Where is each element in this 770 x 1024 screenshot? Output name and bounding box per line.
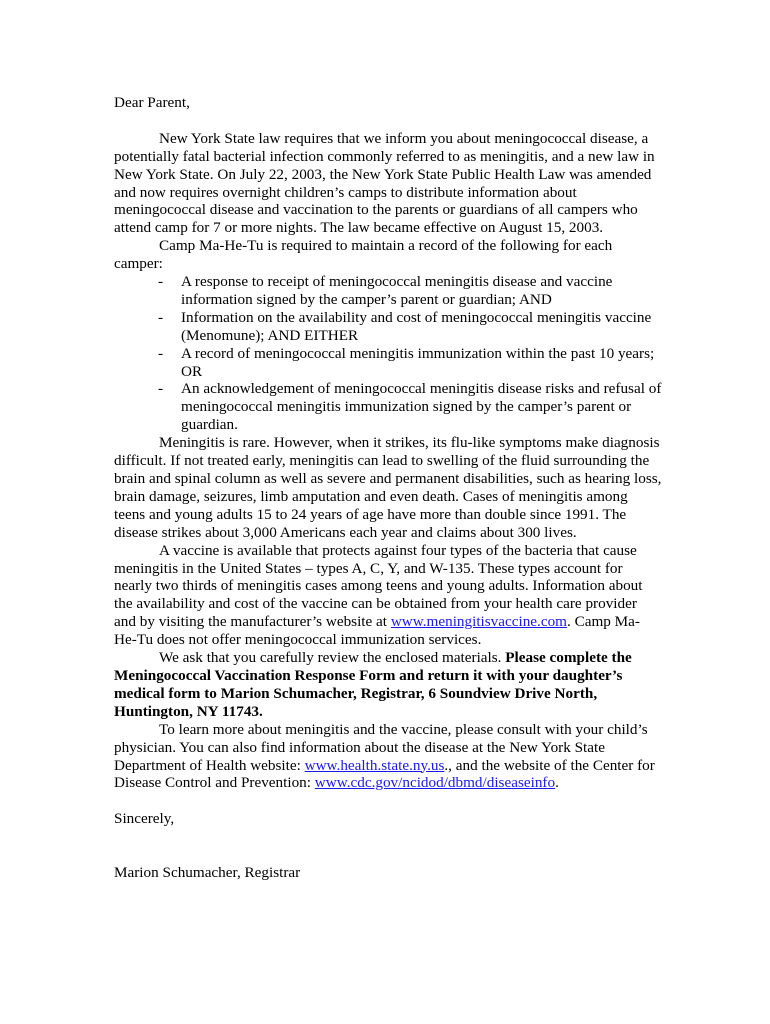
requirements-list xyxy=(114,273,662,434)
ny-health-link[interactable]: www.health.state.ny.us xyxy=(304,756,445,774)
list-item-text: Information on the availability and cost of meningococcal meningitis vaccine (Menomune); AND EITHER xyxy=(181,308,652,344)
paragraph-vaccine-info xyxy=(114,542,662,649)
list-item xyxy=(158,308,662,345)
learn-more-text-after: . xyxy=(555,774,559,792)
learn-more-text-middle: ., and the website of the Center for Disease Control and Prevention: xyxy=(114,756,655,792)
list-item-text: A record of meningococcal meningitis immunization within the past 10 years; OR xyxy=(181,344,655,380)
list-item xyxy=(158,344,662,381)
list-dash: - xyxy=(158,344,164,362)
paragraph-meningitis-facts: Meningitis is rare. However, when it strikes, its flu-like symptoms make diagnosis difficult. If not treated early, meningitis can lead to swelling of the fluid surrounding the brain and spinal column as well as severe and permanent disabilities, such as hearing loss, brain damage, seizures, limb amputation and even death. Cases of meningitis among teens and young adults 15 to 24 years of age have more than double since 1991. The disease strikes about 3,000 Americans each year and claims about 300 lives. xyxy=(114,434,662,541)
list-dash: - xyxy=(158,273,164,291)
closing: Sincerely, xyxy=(114,810,175,828)
vaccine-text-after: . Camp Ma-He-Tu does not offer meningococcal immunization services. xyxy=(114,613,640,649)
learn-more-text-before: To learn more about meningitis and the vaccine, please consult with your child’s physician. You can also find information about the disease at the New York State Department of Health website: xyxy=(114,720,648,774)
signature: Marion Schumacher, Registrar xyxy=(114,863,301,881)
list-dash: - xyxy=(158,308,164,326)
list-item-text: An acknowledgement of meningococcal meningitis disease risks and refusal of meningococcal meningitis immunization signed by the camper’s parent or guardian. xyxy=(181,380,662,434)
paragraph-request xyxy=(114,649,662,721)
list-item-text: A response to receipt of meningococcal meningitis disease and vaccine information signed by the camper’s parent or guardian; AND xyxy=(181,273,613,308)
meningitis-vaccine-link[interactable]: www.meningitisvaccine.com xyxy=(390,613,567,631)
paragraph-law-intro: New York State law requires that we inform you about meningococcal disease, a potentially fatal bacterial infection commonly referred to as meningitis, and a new law in New York State. On July 22, 2003, the New York State Public Health Law was amended and now requires overnight children’s camps to distribute information about meningococcal disease and vaccination to the parents or guardians of all campers who attend camp for 7 or more nights. The law became effective on August 15, 2003. xyxy=(114,129,655,237)
list-dash: - xyxy=(158,380,164,398)
letter-body xyxy=(114,94,662,882)
vaccine-text-before: A vaccine is available that protects against four types of the bacteria that cause meningitis in the United States – types A, C, Y, and W-135. These types account for nearly two thirds of meningitis cases among teens and young adults. Information about the availability and cost of the vaccine can be obtained from your health care provider and by visiting the manufacturer’s website at xyxy=(114,541,643,631)
request-text: We ask that you carefully review the enclosed materials. xyxy=(159,649,506,667)
paragraph-learn-more xyxy=(114,721,662,793)
salutation: Dear Parent, xyxy=(114,94,190,111)
list-item xyxy=(158,273,662,309)
list-item xyxy=(158,380,662,434)
request-bold-instructions: Please complete the Meningococcal Vaccination Response Form and return it with your daughter’s medical form to Marion Schumacher, Registrar, 6 Soundview Drive North, Huntington, NY 11743. xyxy=(114,649,632,720)
cdc-link[interactable]: www.cdc.gov/ncidod/dbmd/diseaseinfo xyxy=(314,774,556,792)
paragraph-record-requirement: Camp Ma-He-Tu is required to maintain a record of the following for each camper: xyxy=(114,237,613,273)
